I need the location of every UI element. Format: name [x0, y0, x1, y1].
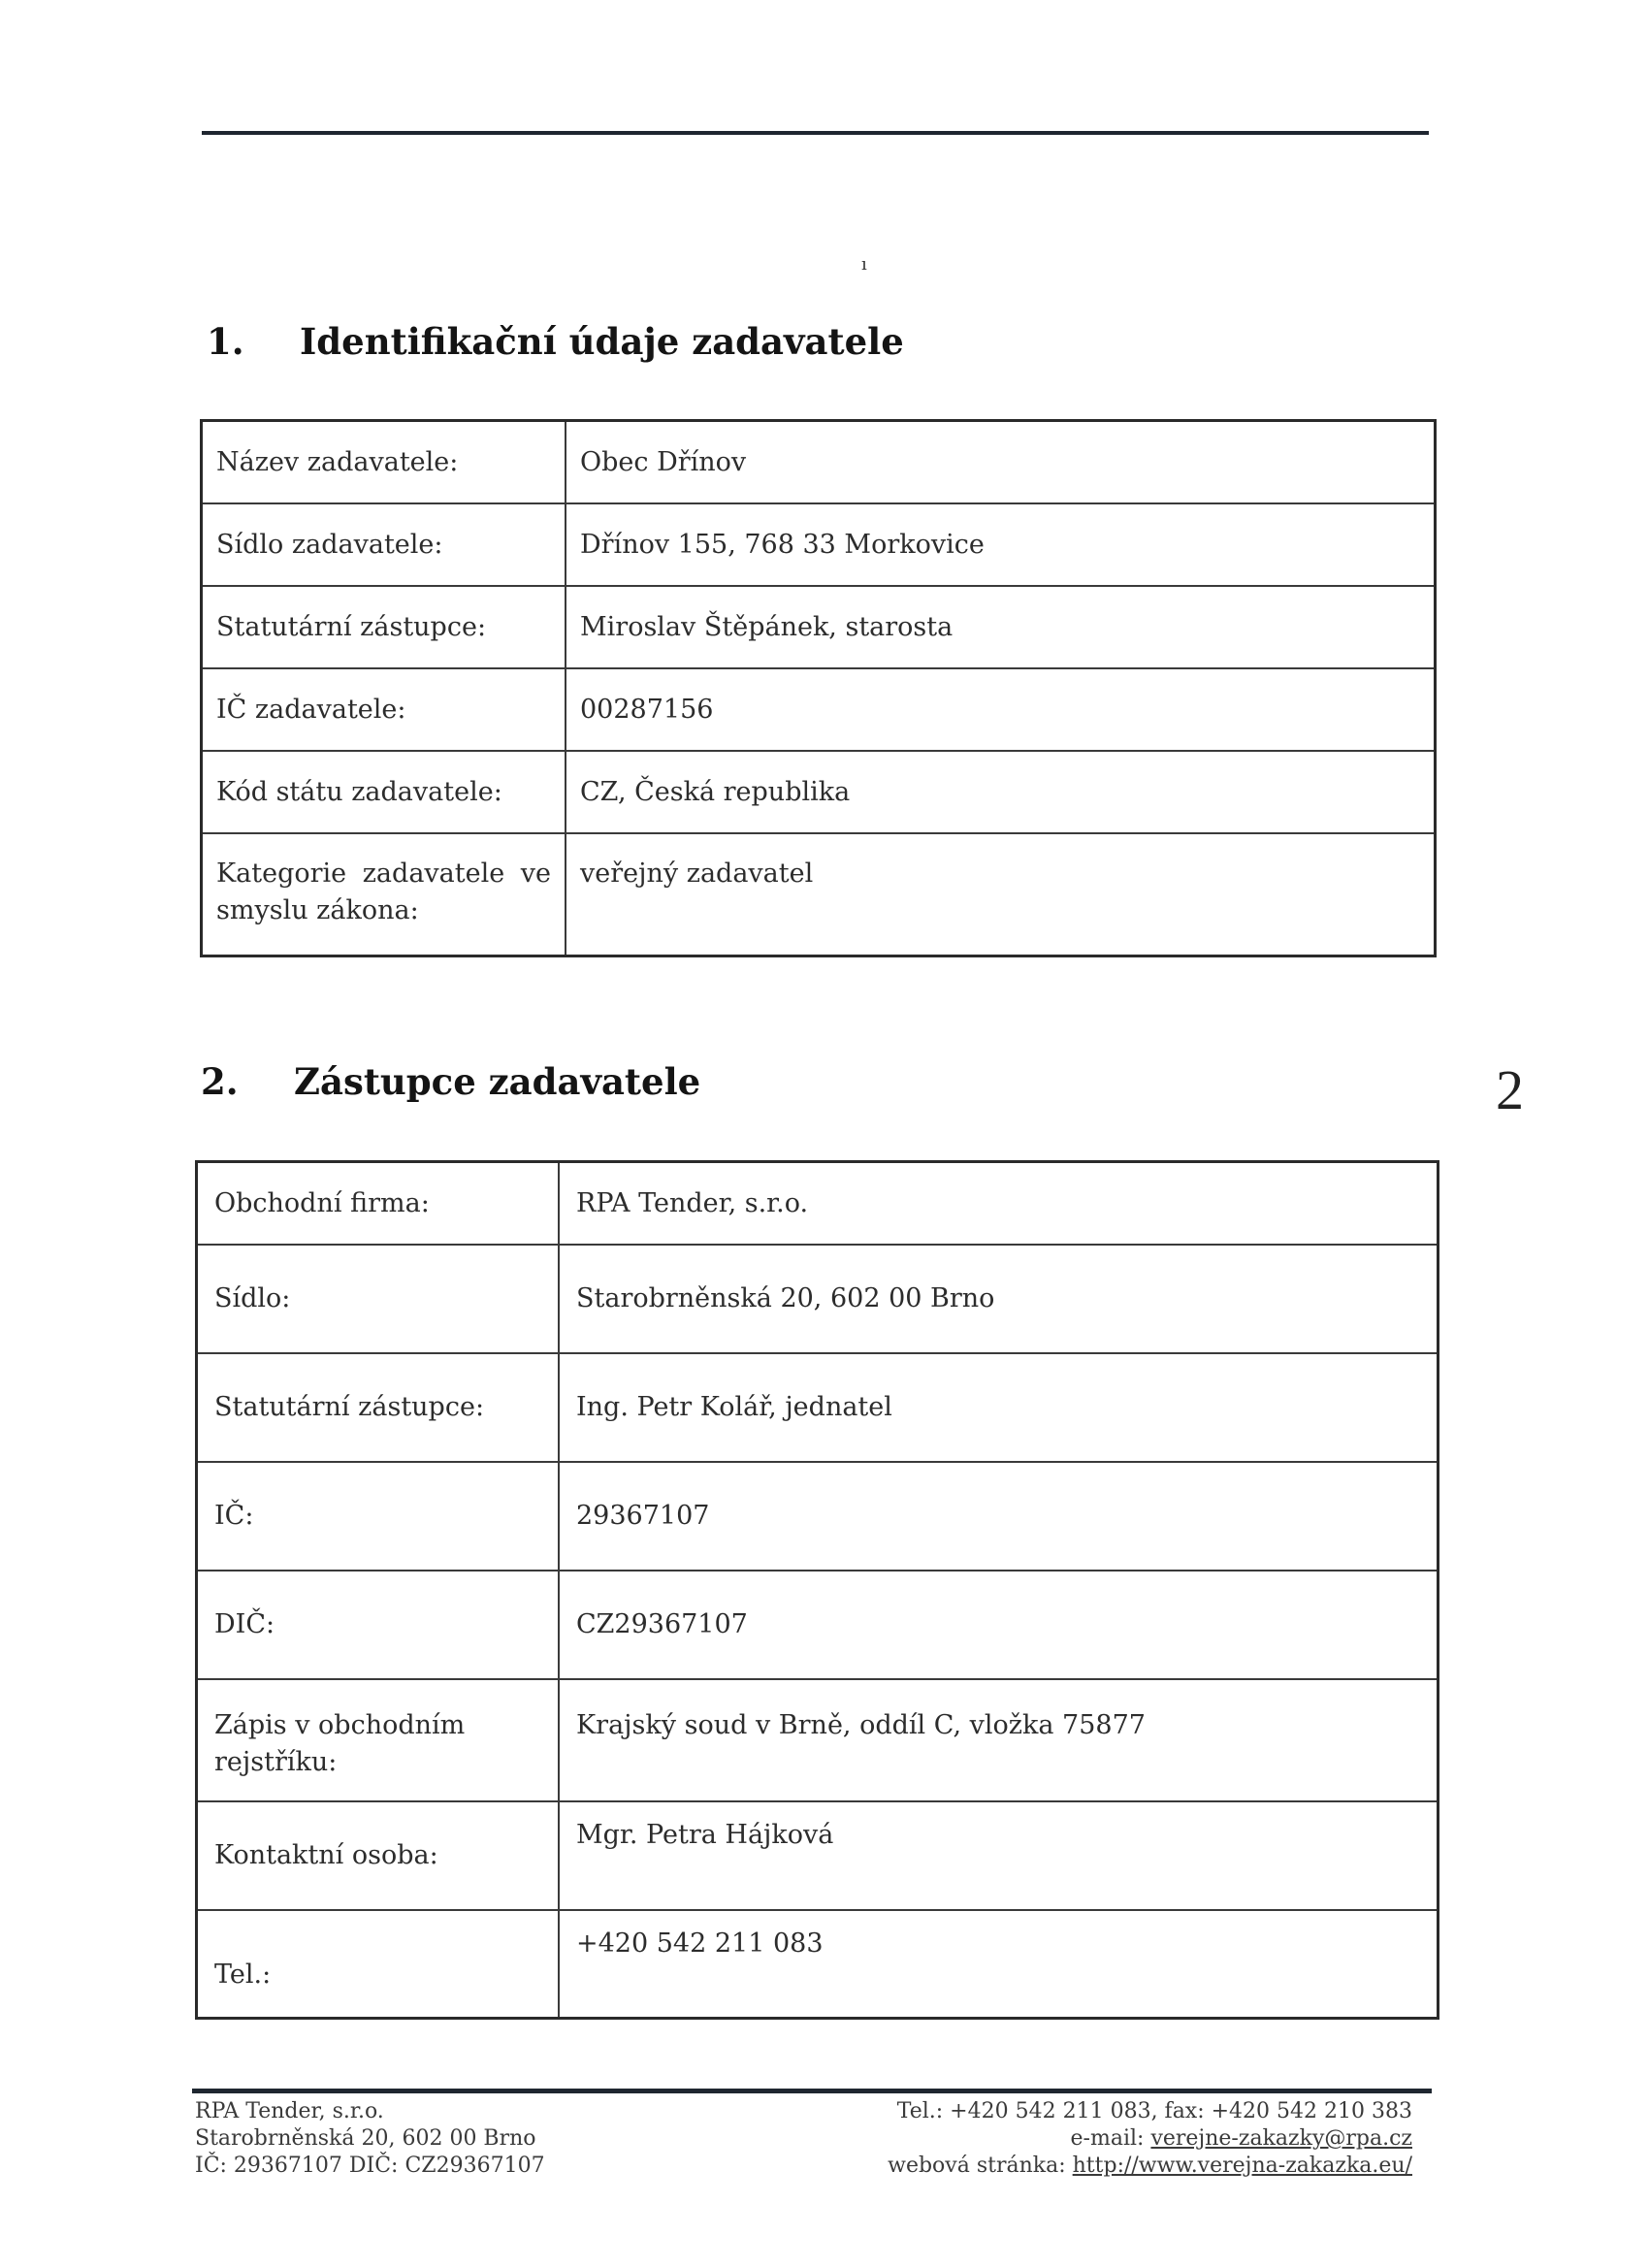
footer-phone-fax: Tel.: +420 542 211 083, fax: +420 542 210 383	[896, 2099, 1412, 2123]
table-row	[197, 1801, 1439, 1910]
row-value: Ing. Petr Kolář, jednatel	[559, 1353, 1439, 1462]
row-value: RPA Tender, s.r.o.	[559, 1162, 1439, 1245]
scan-mark: ı	[861, 254, 867, 275]
header-rule	[202, 131, 1429, 135]
row-label: IČ:	[197, 1462, 560, 1571]
section-1-title: Identifikační údaje zadavatele	[300, 320, 904, 363]
row-value: Dřínov 155, 768 33 Morkovice	[566, 503, 1436, 586]
footer-address: Starobrněnská 20, 602 00 Brno	[195, 2126, 536, 2151]
footer-email-link[interactable]: verejne-zakazky@rpa.cz	[1150, 2126, 1412, 2151]
footer-rule	[192, 2089, 1432, 2093]
row-value: CZ29367107	[559, 1571, 1439, 1679]
section-1-heading	[207, 320, 904, 363]
row-value: Starobrněnská 20, 602 00 Brno	[559, 1245, 1439, 1353]
footer-email-label: e-mail:	[1070, 2126, 1151, 2151]
section-2-title: Zástupce zadavatele	[294, 1060, 701, 1103]
row-label: IČ zadavatele:	[202, 668, 566, 751]
authority-representative-table	[195, 1160, 1439, 2020]
row-label: Zápis v obchodním rejstříku:	[197, 1679, 560, 1801]
footer-contact-info	[888, 2098, 1412, 2180]
section-1-number: 1.	[207, 320, 244, 363]
footer-ids: IČ: 29367107 DIČ: CZ29367107	[195, 2154, 545, 2178]
row-value: Mgr. Petra Hájková	[559, 1801, 1439, 1910]
page-number: 2	[1496, 1058, 1524, 1121]
row-value: CZ, Česká republika	[566, 751, 1436, 833]
contracting-authority-table	[200, 419, 1437, 957]
footer-web-label: webová stránka:	[888, 2154, 1073, 2178]
row-value: +420 542 211 083	[559, 1910, 1439, 2019]
row-value: Krajský soud v Brně, oddíl C, vložka 75877	[559, 1679, 1439, 1801]
row-label: Kategorie zadavatele ve smyslu zákona:	[202, 833, 566, 956]
row-label: Kontaktní osoba:	[197, 1801, 560, 1910]
row-value: Obec Dřínov	[566, 421, 1436, 503]
row-label: Kód státu zadavatele:	[202, 751, 566, 833]
section-2-number: 2.	[201, 1060, 239, 1103]
footer-company-info	[195, 2098, 545, 2180]
footer-web-line	[888, 2153, 1412, 2180]
table-row	[197, 1353, 1439, 1462]
table-row	[197, 1245, 1439, 1353]
footer-email-line	[888, 2125, 1412, 2153]
row-label: Statutární zástupce:	[202, 586, 566, 668]
row-value: veřejný zadavatel	[566, 833, 1436, 956]
table-row	[202, 751, 1436, 833]
row-label: DIČ:	[197, 1571, 560, 1679]
table-row	[202, 668, 1436, 751]
row-value: 00287156	[566, 668, 1436, 751]
row-label: Obchodní firma:	[197, 1162, 560, 1245]
table-row	[197, 1162, 1439, 1245]
table-row	[197, 1571, 1439, 1679]
footer-company-name: RPA Tender, s.r.o.	[195, 2099, 384, 2123]
footer-web-link[interactable]: http://www.verejna-zakazka.eu/	[1072, 2154, 1412, 2178]
row-value: Miroslav Štěpánek, starosta	[566, 586, 1436, 668]
table-row	[197, 1462, 1439, 1571]
table-row	[202, 421, 1436, 503]
table-row	[202, 586, 1436, 668]
table-row	[202, 833, 1436, 956]
row-label: Sídlo zadavatele:	[202, 503, 566, 586]
section-2-heading	[201, 1060, 700, 1103]
row-label: Tel.:	[197, 1910, 560, 2019]
table-row	[197, 1910, 1439, 2019]
table-row	[197, 1679, 1439, 1801]
row-label: Sídlo:	[197, 1245, 560, 1353]
row-value: 29367107	[559, 1462, 1439, 1571]
row-label: Statutární zástupce:	[197, 1353, 560, 1462]
table-row	[202, 503, 1436, 586]
row-label: Název zadavatele:	[202, 421, 566, 503]
